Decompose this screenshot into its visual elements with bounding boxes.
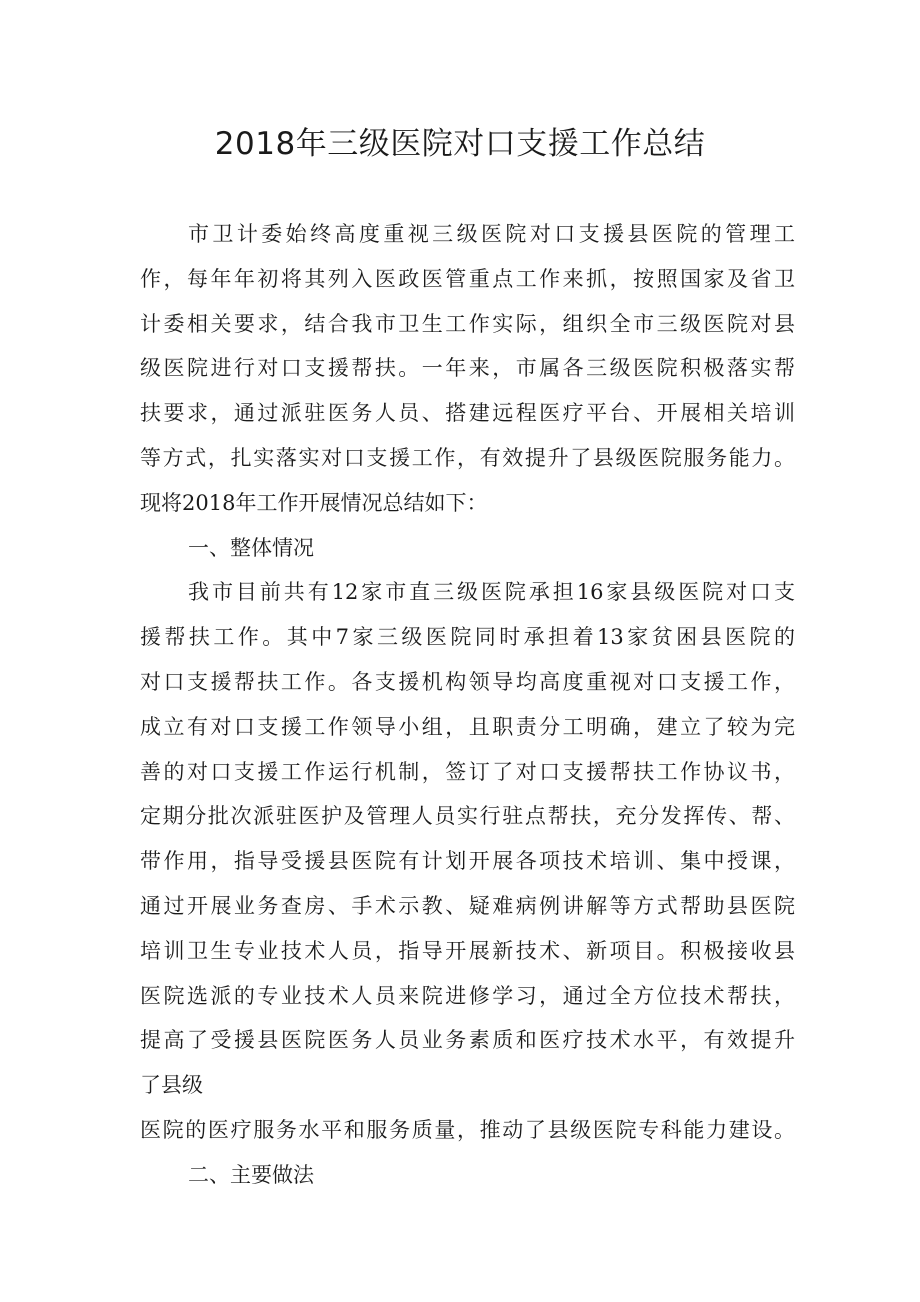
paragraph-line: 扶要求，通过派驻医务人员、搭建远程医疗平台、开展相关培训 xyxy=(140,401,795,426)
paragraph-line: 医院选派的专业技术人员来院进修学习，通过全方位技术帮扶， xyxy=(140,983,795,1008)
paragraph-line: 作，每年年初将其列入医政医管重点工作来抓，按照国家及省卫 xyxy=(140,266,795,291)
paragraph-line: 医院的医疗服务水平和服务质量，推动了县级医院专科能力建设。 xyxy=(140,1117,795,1142)
paragraph-line: 了县级 xyxy=(140,1073,203,1098)
paragraph-line: 成立有对口支援工作领导小组，且职责分工明确，建立了较为完 xyxy=(140,714,795,739)
paragraph-line: 级医院进行对口支援帮扶。一年来，市属各三级医院积极落实帮 xyxy=(140,356,795,381)
section-heading: 二、主要做法 xyxy=(188,1162,314,1187)
paragraph-line: 带作用，指导受援县医院有计划开展各项技术培训、集中授课， xyxy=(140,849,795,874)
paragraph-line: 提高了受援县医院医务人员业务素质和医疗技术水平，有效提升 xyxy=(140,1028,795,1053)
paragraph-line: 现将2018年工作开展情况总结如下： xyxy=(140,490,488,515)
paragraph-line: 援帮扶工作。其中7家三级医院同时承担着13家贫困县医院的 xyxy=(140,625,795,650)
paragraph-line: 培训卫生专业技术人员，指导开展新技术、新项目。积极接收县 xyxy=(140,938,795,963)
paragraph-line: 善的对口支援工作运行机制，签订了对口支援帮扶工作协议书， xyxy=(140,759,795,784)
section-heading: 一、整体情况 xyxy=(188,535,314,560)
document-title: 2018年三级医院对口支援工作总结 xyxy=(214,126,706,162)
paragraph-line: 等方式，扎实落实对口支援工作，有效提升了县级医院服务能力。 xyxy=(140,445,795,470)
paragraph-line: 市卫计委始终高度重视三级医院对口支援县医院的管理工 xyxy=(188,222,795,246)
paragraph-line: 定期分批次派驻医护及管理人员实行驻点帮扶，充分发挥传、帮、 xyxy=(140,804,795,829)
paragraph-line: 通过开展业务查房、手术示教、疑难病例讲解等方式帮助县医院 xyxy=(140,893,795,918)
paragraph-line: 我市目前共有12家市直三级医院承担16家县级医院对口支 xyxy=(188,580,795,605)
document-body xyxy=(140,212,795,1198)
paragraph-line: 对口支援帮扶工作。各支援机构领导均高度重视对口支援工作， xyxy=(140,669,795,694)
paragraph-line: 计委相关要求，结合我市卫生工作实际，组织全市三级医院对县 xyxy=(140,311,795,336)
